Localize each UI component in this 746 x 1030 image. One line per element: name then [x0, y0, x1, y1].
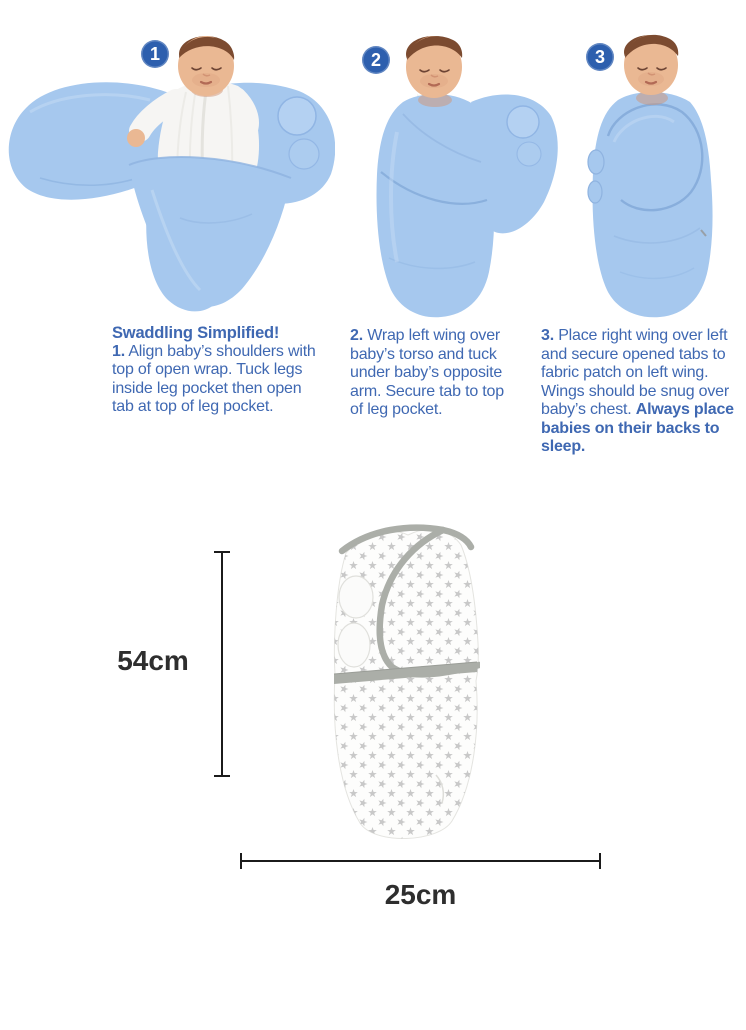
fabric-tab — [588, 150, 604, 174]
width-dimension-line — [240, 860, 601, 862]
fabric-tab — [339, 576, 373, 618]
baby-hand — [127, 129, 145, 147]
height-dimension-line — [221, 551, 223, 777]
step-number-badge: 2 — [362, 46, 390, 74]
step1-body-text: Align baby’s shoulders with top of open wrap. Tuck legs inside leg pocket then open tab at top of leg pocket. — [112, 342, 316, 415]
step-number-badge: 3 — [586, 43, 614, 71]
fabric-tab — [338, 623, 370, 667]
step3-instructions — [541, 327, 746, 457]
step2-number-prefix: 2. — [350, 327, 363, 344]
step-number-badge: 1 — [141, 40, 169, 68]
step1-instructions — [112, 324, 317, 417]
step1-heading: Swaddling Simplified! — [112, 324, 280, 342]
fabric-tab — [588, 181, 602, 203]
velcro-tab-circle — [278, 97, 316, 135]
leg-pocket — [129, 157, 291, 307]
swaddle-product-photo — [330, 523, 480, 848]
step3-body-text: Place right wing over left and secure opened tabs to fabric patch on left wing. Wings should be snug over baby’s chest. — [541, 327, 730, 418]
step1-number-prefix: 1. — [112, 342, 125, 360]
height-label: 54cm — [117, 645, 189, 676]
step2-body-text: Wrap left wing over baby’s torso and tuck under baby’s opposite arm. Secure tab to top of leg pocket. — [350, 327, 504, 418]
step1-open-wrap-photo — [0, 28, 335, 323]
velcro-tab-circle — [507, 106, 539, 138]
step3-safety-warning: Always place babies on their backs to sleep. — [541, 401, 734, 455]
step2-instructions — [350, 327, 515, 420]
width-label: 25cm — [384, 879, 457, 910]
step3-number-prefix: 3. — [541, 327, 554, 344]
